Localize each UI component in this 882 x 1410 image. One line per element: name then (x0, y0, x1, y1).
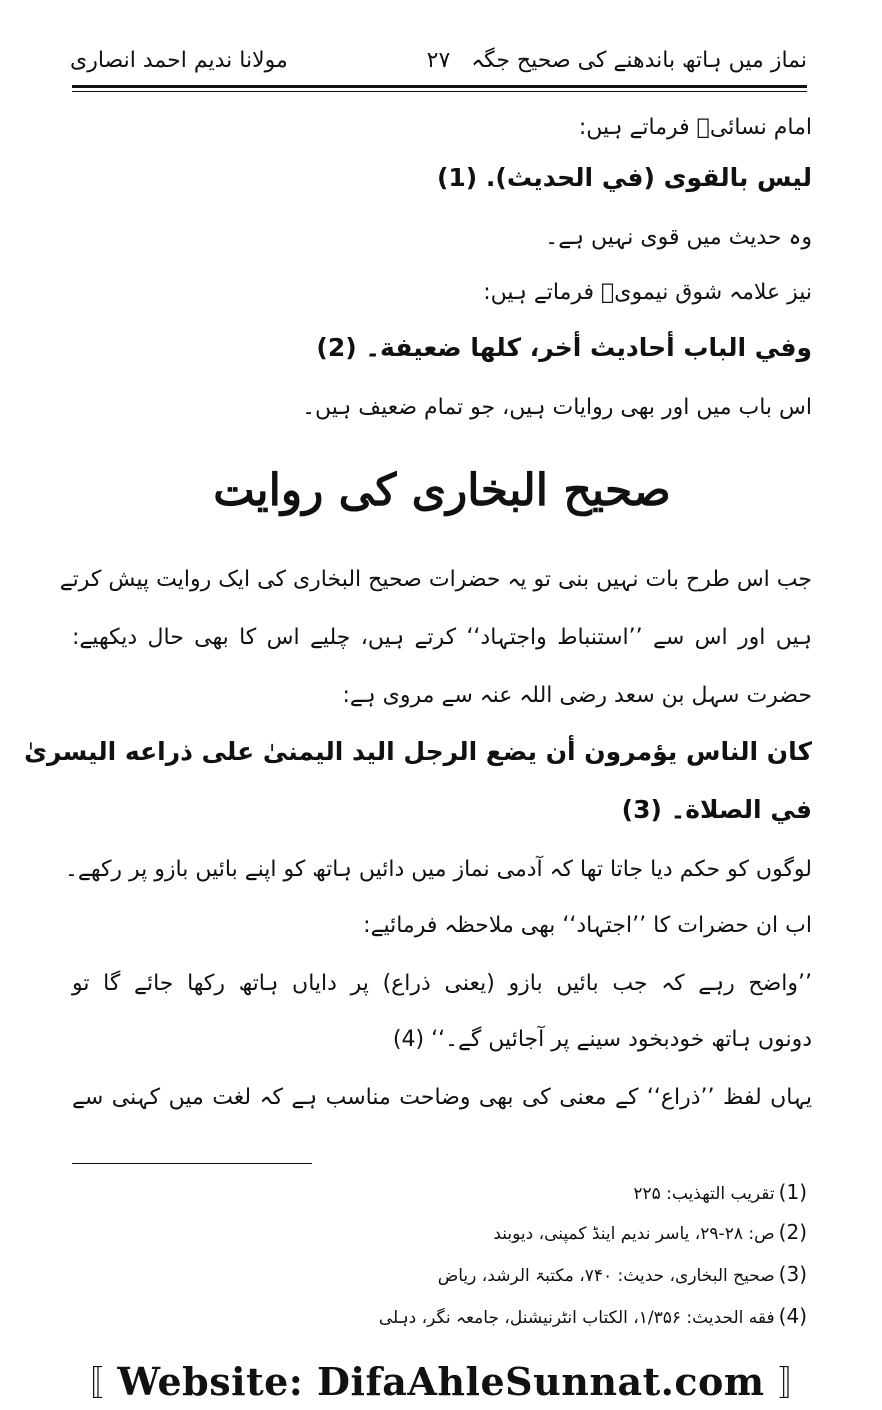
footnote (379, 1304, 807, 1328)
text-line: ہیں اور اس سے ’’استنباط واجتہاد‘‘ کرتے ہیں، چلیے اس کا بھی حال دیکھیے: (72, 625, 812, 650)
text-line: اس باب میں اور بھی روایات ہیں، جو تمام ضعیف ہیں۔ (302, 395, 812, 420)
author-name: مولانا ندیم احمد انصاری (70, 48, 288, 73)
footnote-number: (4) (778, 1304, 807, 1328)
footnote-rule (72, 1163, 312, 1164)
footnote (438, 1262, 807, 1286)
footnote (493, 1220, 807, 1244)
header-rule-thin (72, 91, 807, 92)
text-line: نیز علامہ شوق نیمویؒ فرماتے ہیں: (483, 280, 812, 305)
bracket-left: 〚 (69, 1364, 104, 1404)
bracket-right: 〛 (778, 1364, 813, 1404)
running-header (70, 44, 807, 84)
text-line: یہاں لفظ ’’ذراع‘‘ کے معنی کی بھی وضاحت مناسب ہے کہ لغت میں کہنی سے (72, 1085, 812, 1110)
arabic-quote: كان الناس يؤمرون أن يضع الرجل اليد اليمنىٰ على ذراعه اليسرىٰ (24, 737, 812, 766)
quoted-line: دونوں ہاتھ خودبخود سینے پر آجائیں گے۔‘‘ (4) (392, 1027, 812, 1052)
footnote-text: صحیح البخاری، حدیث: ۷۴۰، مکتبۃ الرشد، ریاض (437, 1266, 775, 1286)
website-url: Website: DifaAhleSunnat.com (117, 1359, 765, 1404)
text-line: امام نسائیؒ فرماتے ہیں: (578, 115, 812, 140)
footnote-text: ص: ۲۸-۲۹، یاسر ندیم اینڈ کمپنی، دیوبند (493, 1224, 775, 1244)
website-banner (0, 1356, 882, 1405)
text-line: وہ حدیث میں قوی نہیں ہے۔ (545, 225, 812, 250)
arabic-quote: ليس بالقوى (في الحديث). (1) (436, 163, 812, 192)
quoted-line: ’’واضح رہے کہ جب بائیں بازو (یعنی ذراع) پر دایاں ہاتھ رکھا جائے گا تو (72, 971, 812, 996)
arabic-quote: في الصلاة۔ (3) (621, 795, 812, 824)
footnote-number: (2) (778, 1220, 807, 1244)
arabic-quote: وفي الباب أحاديث أخر، كلها ضعيفة۔ (2) (316, 333, 812, 362)
text-line: حضرت سہل بن سعد رضی اللہ عنہ سے مروی ہے: (342, 683, 812, 708)
header-rule-thick (72, 85, 807, 88)
footnote-number: (3) (778, 1262, 807, 1286)
section-heading: صحیح البخاری کی روایت (213, 465, 671, 516)
text-line: اب ان حضرات کا ’’اجتہاد‘‘ بھی ملاحظہ فرمائیے: (363, 913, 812, 938)
footnote-number: (1) (778, 1180, 807, 1204)
text-line: جب اس طرح بات نہیں بنی تو یہ حضرات صحیح البخاری کی ایک روایت پیش کرتے (59, 567, 812, 592)
footnote (633, 1180, 807, 1204)
footnote-text: فقه الحدیث: ۱/۳۵۶، الکتاب انٹرنیشنل، جامعہ نگر، دہلی (378, 1308, 775, 1328)
text-line: لوگوں کو حکم دیا جاتا تھا کہ آدمی نماز میں دائیں ہاتھ کو اپنے بائیں بازو پر رکھے۔ (65, 857, 812, 882)
chapter-title: نماز میں ہاتھ باندھنے کی صحیح جگہ (471, 48, 807, 73)
page-number: ۲۷ (426, 48, 451, 73)
footnote-text: تقريب التهذيب: ۲۲۵ (633, 1184, 775, 1204)
